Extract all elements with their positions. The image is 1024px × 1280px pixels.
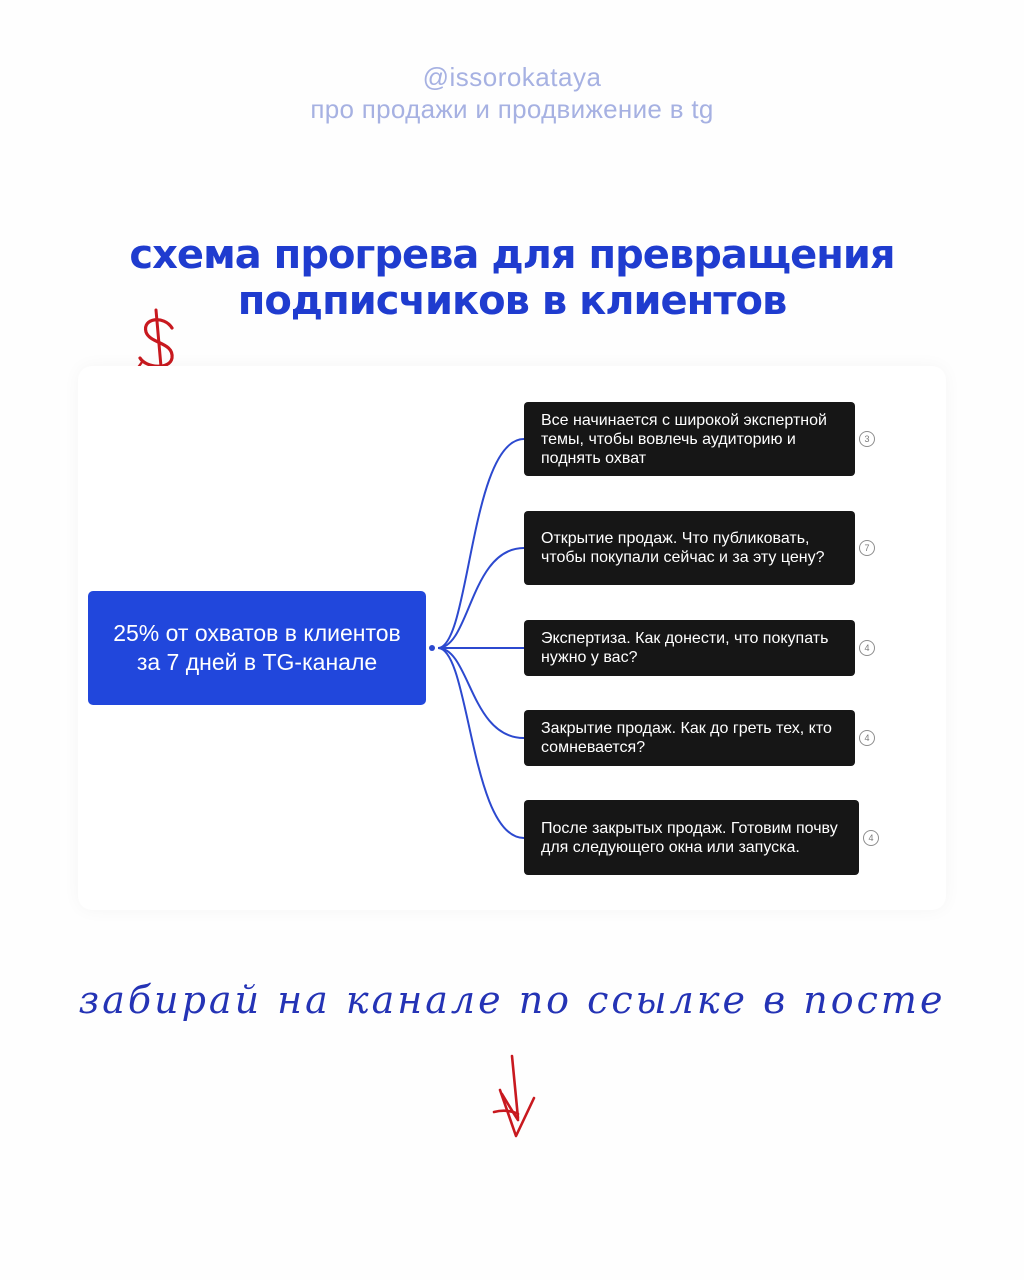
child-node-label: Открытие продаж. Что публиковать, чтобы покупали сейчас и за эту цену? <box>541 530 825 566</box>
child-count-badge[interactable]: 4 <box>859 730 875 746</box>
root-node[interactable] <box>88 591 426 705</box>
connector-5 <box>438 648 524 838</box>
author-handle: @issorokataya <box>422 62 602 92</box>
child-node-label: Все начинается с широкой экспертной темы, чтобы вовлечь аудиторию и поднять охват <box>541 411 827 467</box>
child-node-label: Закрытие продаж. Как до греть тех, кто сомневается? <box>541 720 832 756</box>
child-node-5[interactable] <box>524 800 859 875</box>
call-to-action: забирай на канале по ссылке в посте <box>78 978 946 1022</box>
root-node-label: 25% от охватов в клиентов за 7 дней в TG-канале <box>113 620 401 675</box>
child-node-1[interactable] <box>524 402 855 476</box>
child-count-badge[interactable]: 3 <box>859 431 875 447</box>
child-node-2[interactable] <box>524 511 855 585</box>
child-node-3[interactable] <box>524 620 855 676</box>
arrow-down-icon <box>488 1052 542 1142</box>
child-count-badge[interactable]: 7 <box>859 540 875 556</box>
child-count-badge[interactable]: 4 <box>863 830 879 846</box>
title-line-1: схема прогрева для превращения <box>129 232 895 278</box>
child-node-label: Экспертиза. Как донести, что покупать нужно у вас? <box>541 630 829 666</box>
child-node-label: После закрытых продаж. Готовим почву для следующего окна или запуска. <box>541 819 838 856</box>
author-tagline: про продажи и продвижение в tg <box>310 94 714 124</box>
title-line-2: подписчиков в клиентов <box>237 278 787 324</box>
child-node-4[interactable] <box>524 710 855 766</box>
connector-1 <box>438 439 524 648</box>
child-count-badge[interactable]: 4 <box>859 640 875 656</box>
connector-origin-dot <box>429 645 435 651</box>
